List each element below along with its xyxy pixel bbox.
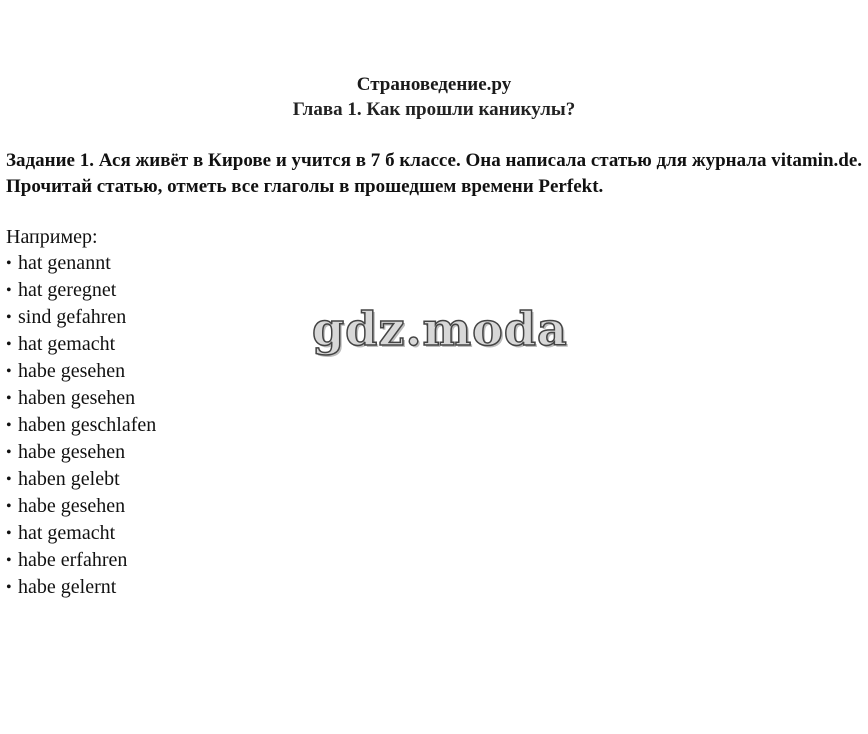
list-item [6, 412, 156, 439]
verb-text: haben gesehen [18, 387, 136, 409]
chapter-title: Глава 1. Как прошли каникулы? [292, 99, 576, 120]
bullet-icon: • [6, 255, 12, 272]
site-title: Страноведение.ру [356, 74, 512, 95]
list-item [6, 520, 156, 547]
verb-text: sind gefahren [18, 306, 127, 328]
bullet-icon: • [6, 282, 12, 299]
bullet-icon: • [6, 444, 12, 461]
list-item [6, 493, 156, 520]
verb-text: habe gesehen [18, 360, 126, 382]
bullet-icon: • [6, 417, 12, 434]
bullet-icon: • [6, 390, 12, 407]
bullet-icon: • [6, 309, 12, 326]
list-item [6, 277, 156, 304]
verb-text: hat gemacht [18, 522, 116, 544]
bullet-icon: • [6, 363, 12, 380]
list-item [6, 466, 156, 493]
bullet-icon: • [6, 471, 12, 488]
document-header [0, 72, 868, 122]
list-item [6, 250, 156, 277]
verb-text: hat genannt [18, 252, 111, 274]
list-item [6, 304, 156, 331]
list-item [6, 358, 156, 385]
list-item [6, 574, 156, 601]
bullet-icon: • [6, 579, 12, 596]
verb-text: hat gemacht [18, 333, 116, 355]
watermark: gdz.moda [312, 302, 568, 356]
verb-list [6, 250, 156, 601]
task-text: . Ася живёт в Кирове и учится в 7 б классе. Она написала статью для журнала vitamin.de. Прочитай статью, отметь все глаголы в прошедшем времени Perfekt. [6, 150, 863, 197]
bullet-icon: • [6, 552, 12, 569]
verb-text: haben geschlafen [18, 414, 157, 436]
list-item [6, 439, 156, 466]
bullet-icon: • [6, 525, 12, 542]
verb-text: habe gesehen [18, 441, 126, 463]
task-statement [6, 148, 862, 200]
example-label: Например: [6, 226, 98, 248]
verb-text: hat geregnet [18, 279, 117, 301]
verb-text: habe gesehen [18, 495, 126, 517]
verb-text: habe erfahren [18, 549, 128, 571]
list-item [6, 385, 156, 412]
bullet-icon: • [6, 498, 12, 515]
bullet-icon: • [6, 336, 12, 353]
list-item [6, 547, 156, 574]
verb-text: haben gelebt [18, 468, 120, 490]
task-number: Задание 1 [6, 150, 90, 171]
list-item [6, 331, 156, 358]
verb-text: habe gelernt [18, 576, 117, 598]
